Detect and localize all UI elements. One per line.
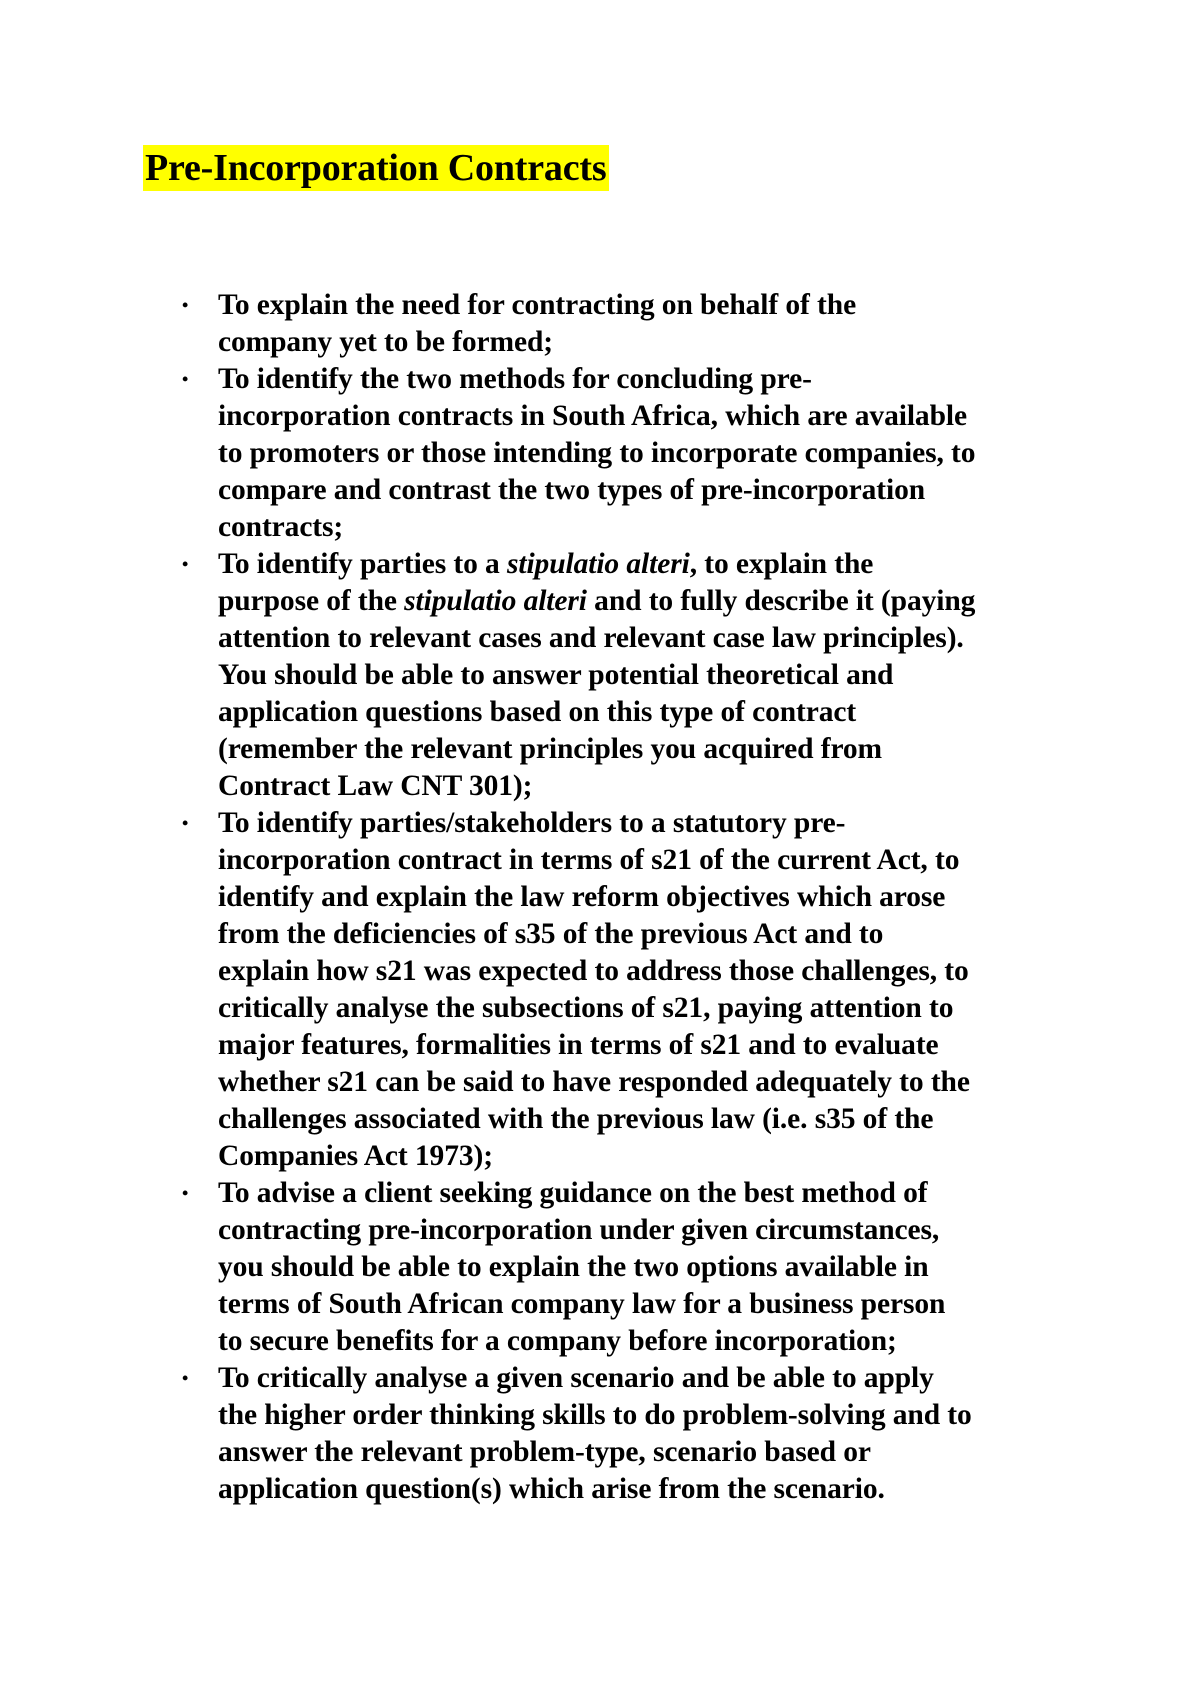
objective-line: major features, formalities in terms of s21 and to evaluate <box>218 1029 939 1061</box>
objective-item <box>180 546 1090 805</box>
objective-line: to promoters or those intending to incorporate companies, to <box>218 437 976 469</box>
objective-line: Companies Act 1973); <box>218 1140 493 1172</box>
objective-line: identify and explain the law reform objectives which arose <box>218 881 946 913</box>
objective-line: answer the relevant problem-type, scenario based or <box>218 1436 871 1468</box>
objective-line: the higher order thinking skills to do problem-solving and to <box>218 1399 972 1431</box>
objective-item <box>180 1360 1090 1508</box>
objective-line: critically analyse the subsections of s21, paying attention to <box>218 992 954 1024</box>
latin-term: stipulatio alteri <box>506 548 690 580</box>
page-title: Pre-Incorporation Contracts <box>143 145 609 191</box>
objective-line: You should be able to answer potential theoretical and <box>218 659 894 691</box>
objective-line: you should be able to explain the two options available in <box>218 1251 929 1283</box>
bullet-icon: • <box>182 554 189 574</box>
objective-line: contracting pre-incorporation under given circumstances, <box>218 1214 940 1246</box>
bullet-icon: • <box>182 1368 189 1388</box>
objective-line: To critically analyse a given scenario and be able to apply <box>218 1362 934 1394</box>
objective-line: whether s21 can be said to have responded adequately to the <box>218 1066 970 1098</box>
objective-line: explain how s21 was expected to address those challenges, to <box>218 955 969 987</box>
objective-line: from the deficiencies of s35 of the previous Act and to <box>218 918 884 950</box>
bullet-icon: • <box>182 369 189 389</box>
objective-item <box>180 805 1090 1175</box>
objective-line: To advise a client seeking guidance on the best method of <box>218 1177 928 1209</box>
objective-item <box>180 361 1090 546</box>
objective-line: purpose of the stipulatio alteri and to fully describe it (paying <box>218 585 976 617</box>
objective-line: contracts; <box>218 511 344 543</box>
bullet-icon: • <box>182 1183 189 1203</box>
latin-term: stipulatio alteri <box>404 585 587 617</box>
objective-line: To identify parties to a stipulatio alteri, to explain the <box>218 548 874 580</box>
objective-line: to secure benefits for a company before incorporation; <box>218 1325 897 1357</box>
objective-item <box>180 1175 1090 1360</box>
objectives-list <box>180 287 1090 1508</box>
bullet-icon: • <box>182 295 189 315</box>
objective-line: terms of South African company law for a business person <box>218 1288 946 1320</box>
bullet-icon: • <box>182 813 189 833</box>
objective-line: application questions based on this type of contract <box>218 696 857 728</box>
objective-line: (remember the relevant principles you acquired from <box>218 733 883 765</box>
objective-line: Contract Law CNT 301); <box>218 770 533 802</box>
objective-line: company yet to be formed; <box>218 326 554 358</box>
objective-line: incorporation contract in terms of s21 of the current Act, to <box>218 844 960 876</box>
objective-line: application question(s) which arise from the scenario. <box>218 1473 885 1505</box>
objective-line: incorporation contracts in South Africa, which are available <box>218 400 967 432</box>
title-container <box>143 145 609 191</box>
objective-line: attention to relevant cases and relevant case law principles). <box>218 622 964 654</box>
objective-line: To explain the need for contracting on behalf of the <box>218 289 857 321</box>
objective-line: compare and contrast the two types of pre-incorporation <box>218 474 926 506</box>
objective-line: challenges associated with the previous law (i.e. s35 of the <box>218 1103 934 1135</box>
objective-line: To identify the two methods for concluding pre- <box>218 363 812 395</box>
objective-item <box>180 287 1090 361</box>
objective-line: To identify parties/stakeholders to a statutory pre- <box>218 807 846 839</box>
